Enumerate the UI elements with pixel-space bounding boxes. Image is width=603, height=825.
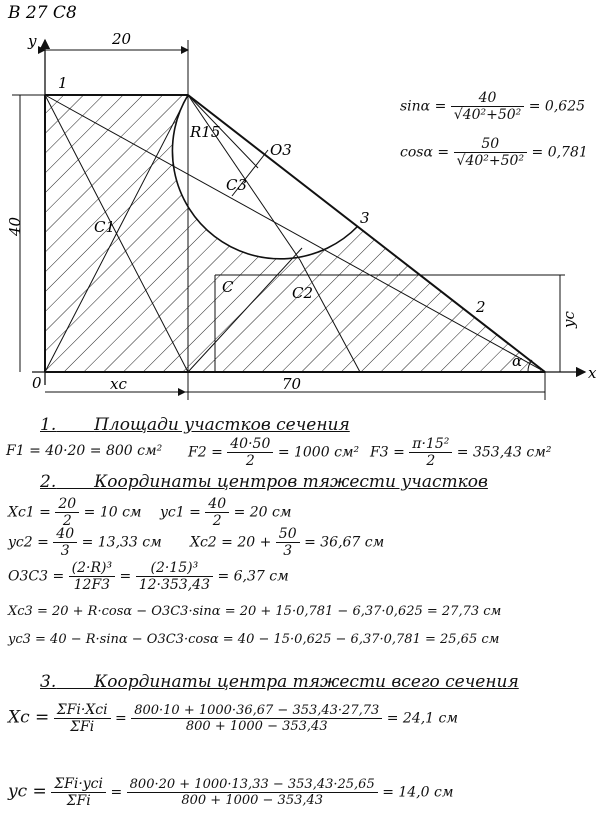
c3-label: C3 <box>226 176 248 194</box>
dim-yc-label: yc <box>560 311 578 328</box>
cos-formula: cosα = $\frac{50}{\text{√40²+50²}}$ = 0,781 <box>400 136 588 169</box>
alpha-label: α <box>512 352 523 370</box>
dim-left-label: 40 <box>6 216 24 236</box>
coord-xc3: Xc3 = 20 + R·cosα − O3C3·sinα = 20 + 15·0,781 − 6,37·0,625 = 27,73 см <box>8 604 502 619</box>
axis-x-label: x <box>588 364 597 382</box>
coord-yc2: yc2 = $\frac{40}{3}$ = 13,33 см <box>8 526 162 559</box>
sin-formula: sinα = $\frac{40}{\text{√40²+50²}}$ = 0,625 <box>400 90 586 123</box>
axis-y-label: y <box>28 32 37 50</box>
dim-xc-label: xc <box>110 375 127 393</box>
section-2-title: 2. Координаты центров тяжести участков <box>40 472 488 492</box>
coord-xc2: Xc2 = 20 + $\frac{50}{3}$ = 36,67 см <box>190 526 385 559</box>
coord-o3c3: O3C3 = $\frac{\text{(2·R)³}}{12F3}$ = $\frac{\text{(2·15)³}}{12\cdot 353,43}$ = 6,37 см <box>8 560 289 593</box>
c-label: C <box>222 278 234 296</box>
area-f1: F1 = 40·20 = 800 см² <box>6 443 163 459</box>
c1-label: C1 <box>94 218 116 236</box>
c2-label: C2 <box>292 284 314 302</box>
coord-yc1: yc1 = $\frac{40}{2}$ = 20 см <box>160 496 292 529</box>
point-1-label: 1 <box>58 74 68 92</box>
coord-xc1: Xc1 = $\frac{20}{2}$ = 10 см <box>8 496 142 529</box>
area-f2: F2 = $\frac{40\cdot 50}{2}$ = 1000 см² <box>188 436 360 469</box>
origin-label: 0 <box>32 374 42 392</box>
variant-label: В 27 С8 <box>8 3 77 23</box>
dim-top-label: 20 <box>112 30 132 48</box>
dim-bottom-label: 70 <box>282 375 302 393</box>
point-2-label: 2 <box>476 298 486 316</box>
o3-label: O3 <box>270 141 292 159</box>
section-1-title: 1. Площади участков сечения <box>40 415 350 435</box>
radius-label: R15 <box>190 123 221 141</box>
point-3-label: 3 <box>360 209 370 227</box>
area-f3: F3 = $\frac{\text{π·15²}}{2}$ = 353,43 см² <box>370 436 552 469</box>
centroid-xc: Xc = $\frac{\text{ΣFi·Xci}}{\text{ΣFi}}$ = $\frac{800\cdot 10 + 1000\cdot 36,67 - 353,43\cdot 27,73}{800 + 1000 - 353,43}$ = 24,1 см <box>8 702 458 735</box>
section-3-title: 3. Координаты центра тяжести всего сечения <box>40 672 519 692</box>
coord-yc3: yc3 = 40 − R·sinα − O3C3·cosα = 40 − 15·0,625 − 6,37·0,781 = 25,65 см <box>8 632 500 647</box>
centroid-yc: yc = $\frac{\text{ΣFi·yci}}{\text{ΣFi}}$ = $\frac{800\cdot 20 + 1000\cdot 13,33 - 353,43\cdot 25,65}{800 + 1000 - 353,43}$ = 14,0 см <box>8 776 454 809</box>
